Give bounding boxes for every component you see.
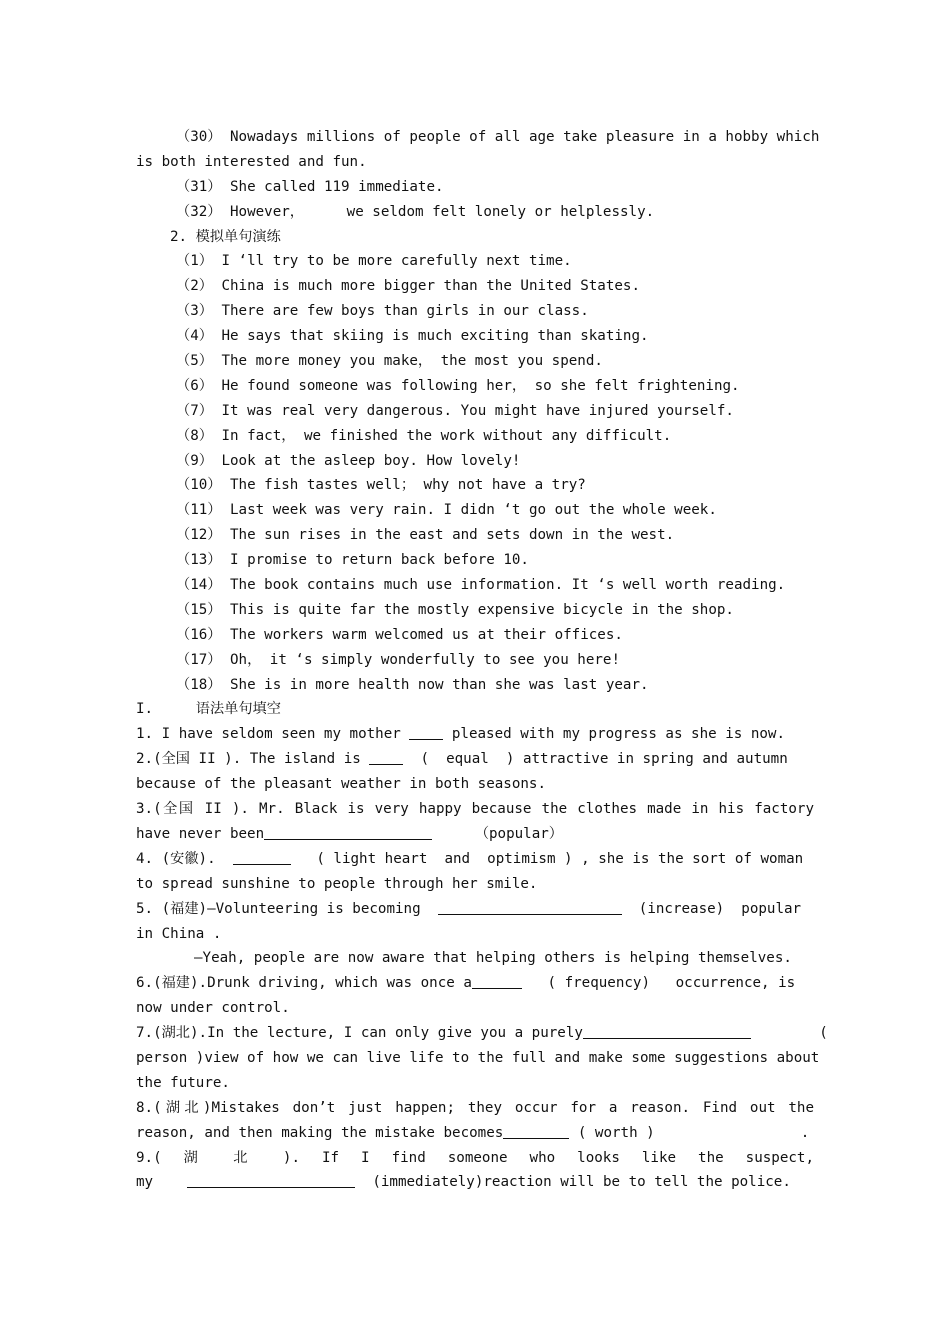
answer-blank[interactable]: [438, 898, 622, 915]
question-6: 6.(福建).Drunk driving, which was once a ( frequency) occurrence, is: [136, 971, 814, 996]
question-8: 8.(湖北)Mistakes don’t just happen; they occur for a reason. Find out the: [136, 1099, 814, 1116]
question-9-cont: my (immediately)reaction will be to tell the police.: [136, 1170, 814, 1195]
sim-item: （9） Look at the asleep boy. How lovely!: [176, 452, 521, 469]
answer-blank[interactable]: [264, 823, 432, 840]
question-7-cont: the future.: [136, 1074, 230, 1091]
document-body: [136, 125, 828, 1195]
question-7: 7.(湖北).In the lecture, I can only give you a purely (: [136, 1021, 814, 1046]
section-heading: 2. 模拟单句演练: [170, 228, 281, 245]
sim-item: （10） The fish tastes well； why not have a try?: [176, 477, 586, 494]
section-heading: I. 语法单句填空: [136, 701, 281, 718]
question-4-cont: to spread sunshine to people through her smile.: [136, 875, 538, 892]
question-7-cont: person )view of how we can live life to the full and make some suggestions about: [136, 1049, 820, 1066]
sim-item: （5） The more money you make， the most you spend.: [176, 353, 603, 370]
error-line: （30） Nowadays millions of people of all age take pleasure in a hobby which: [176, 129, 820, 145]
answer-blank[interactable]: [503, 1122, 569, 1139]
question-4: 4. (安徽). ( light heart and optimism ) , she is the sort of woman: [136, 847, 814, 872]
question-8-cont: reason, and then making the mistake becomes ( worth ) .: [136, 1121, 814, 1146]
sim-item: （3） There are few boys than girls in our class.: [176, 303, 589, 320]
sim-item: （1） I ‘ll try to be more carefully next time.: [176, 253, 572, 270]
answer-blank[interactable]: [369, 748, 403, 765]
sim-item: （16） The workers warm welcomed us at their offices.: [176, 626, 623, 643]
question-1: 1. I have seldom seen my mother pleased with my progress as she is now.: [136, 722, 814, 747]
question-5-cont: in China .: [136, 925, 222, 942]
answer-blank[interactable]: [233, 848, 291, 865]
sim-item: （15） This is quite far the mostly expensive bicycle in the shop.: [176, 601, 734, 618]
sim-item: （17） Oh， it ‘s simply wonderfully to see you here!: [176, 651, 621, 668]
question-5-reply: —Yeah, people are now aware that helping others is helping themselves.: [194, 950, 792, 967]
sim-item: （18） She is in more health now than she was last year.: [176, 676, 649, 693]
question-2: 2.(全国 II ). The island is ( equal ) attractive in spring and autumn: [136, 747, 814, 772]
question-3-cont: have never been （popular）: [136, 822, 814, 847]
error-line: （31） She called 119 immediate.: [176, 178, 444, 195]
sim-item: （2） China is much more bigger than the United States.: [176, 278, 640, 295]
sim-item: （12） The sun rises in the east and sets down in the west.: [176, 527, 675, 544]
question-3: 3.(全国 II ). Mr. Black is very happy because the clothes made in his factory: [136, 801, 814, 818]
sim-item: （4） He says that skiing is much exciting than skating.: [176, 328, 649, 345]
question-5: 5. (福建)—Volunteering is becoming (increase) popular: [136, 897, 814, 922]
sim-item: （7） It was real very dangerous. You might have injured yourself.: [176, 402, 734, 419]
question-2-cont: because of the pleasant weather in both seasons.: [136, 776, 546, 793]
sim-item: （8） In fact， we finished the work without any difficult.: [176, 427, 672, 444]
question-6-cont: now under control.: [136, 1000, 290, 1017]
sim-item: （14） The book contains much use information. It ‘s well worth reading.: [176, 577, 786, 594]
answer-blank[interactable]: [583, 1022, 751, 1039]
sim-item: （6） He found someone was following her， so she felt frightening.: [176, 377, 740, 394]
error-line: is both interested and fun.: [136, 153, 367, 170]
question-9: 9.( 湖 北 ). If I find someone who looks like the suspect,: [136, 1149, 814, 1166]
error-line: （32） However， we seldom felt lonely or helplessly.: [176, 203, 655, 220]
answer-blank[interactable]: [187, 1171, 355, 1188]
answer-blank[interactable]: [472, 972, 522, 989]
sim-item: （13） I promise to return back before 10.: [176, 552, 529, 569]
answer-blank[interactable]: [409, 723, 443, 740]
sim-item: （11） Last week was very rain. I didn ‘t go out the whole week.: [176, 502, 717, 519]
